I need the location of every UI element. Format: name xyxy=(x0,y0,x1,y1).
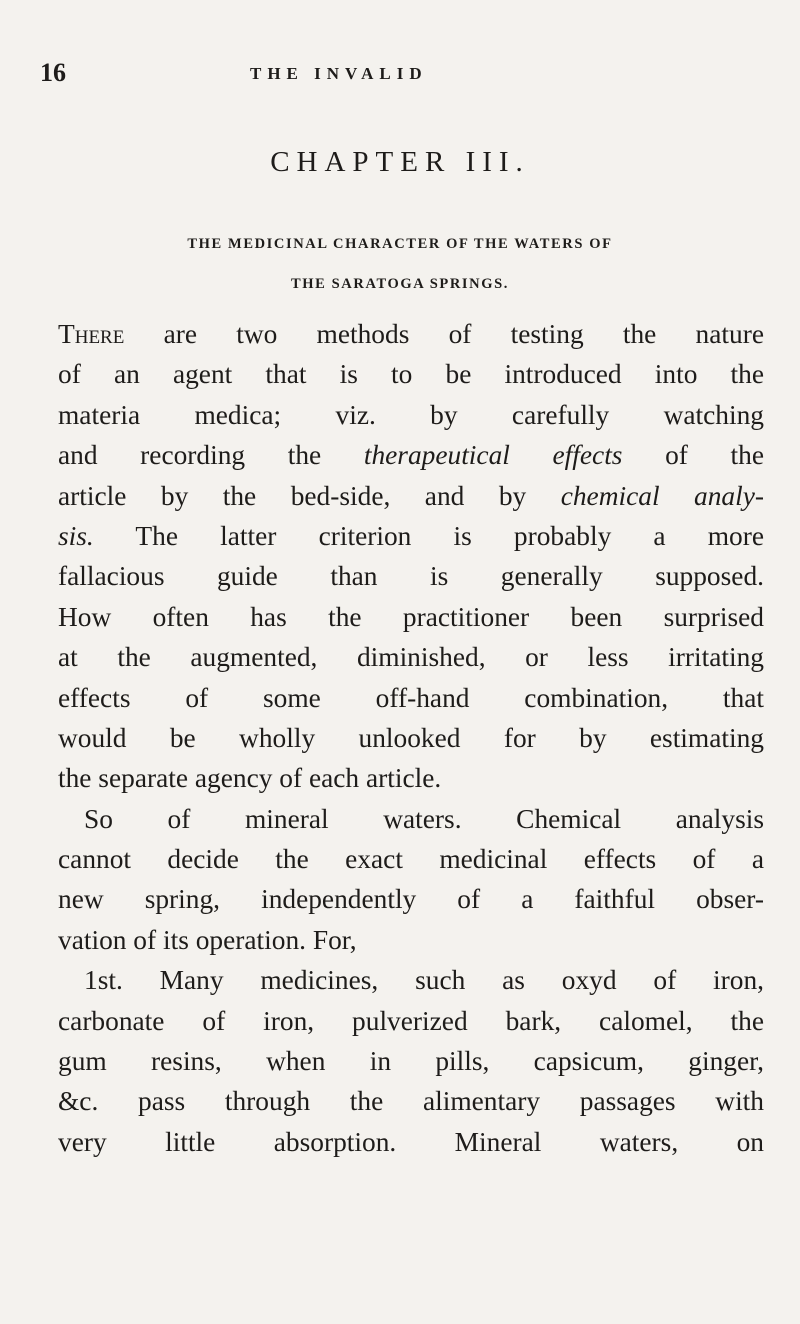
italic-phrase: chemical analy- xyxy=(560,480,764,511)
text-line: effects of some off-hand combination, that xyxy=(58,682,764,713)
text-line: How often has the practitioner been surprised xyxy=(58,601,764,632)
text-line: &c. pass through the alimentary passages with xyxy=(58,1086,764,1117)
drop-word: There xyxy=(58,319,125,349)
text-line: cannot decide the exact medicinal effects of a xyxy=(58,844,764,875)
text-line: sis. The latter criterion is probably a more xyxy=(58,520,764,551)
chapter-subtitle-line-2: THE SARATOGA SPRINGS. xyxy=(291,276,509,292)
text-line: fallacious guide than is generally supposed. xyxy=(58,561,764,592)
text-line: materia medica; viz. by carefully watching xyxy=(58,399,764,430)
text-line: of an agent that is to be introduced into the xyxy=(58,359,764,390)
page-number: 16 xyxy=(40,58,66,87)
text-line: and recording the therapeutical effects of the xyxy=(58,440,764,471)
body-text xyxy=(58,314,764,1162)
text-line: the separate agency of each article. xyxy=(58,763,442,794)
running-title: THE INVALID xyxy=(250,64,428,83)
running-head xyxy=(40,58,760,90)
text-line: 1st. Many medicines, such as oxyd of iron, xyxy=(84,965,764,996)
text-line: carbonate of iron, pulverized bark, calomel, the xyxy=(58,1005,764,1036)
text-line: would be wholly unlooked for by estimating xyxy=(58,722,764,753)
text-line: at the augmented, diminished, or less irritating xyxy=(58,642,764,673)
text-line: article by the bed-side, and by chemical analy- xyxy=(58,480,764,511)
text-line: vation of its operation. For, xyxy=(58,924,357,955)
text-line: new spring, independently of a faithful obser- xyxy=(58,884,764,915)
chapter-subtitle-line-1: THE MEDICINAL CHARACTER OF THE WATERS OF xyxy=(187,236,613,252)
text-line: very little absorption. Mineral waters, on xyxy=(58,1126,764,1157)
chapter-heading: CHAPTER III. xyxy=(270,146,530,178)
text-line: So of mineral waters. Chemical analysis xyxy=(84,803,764,834)
italic-phrase: sis. xyxy=(58,520,94,551)
italic-phrase: therapeutical effects xyxy=(363,440,623,471)
text-line: gum resins, when in pills, capsicum, ginger, xyxy=(58,1046,764,1077)
text-line: There are two methods of testing the nature xyxy=(58,319,764,349)
